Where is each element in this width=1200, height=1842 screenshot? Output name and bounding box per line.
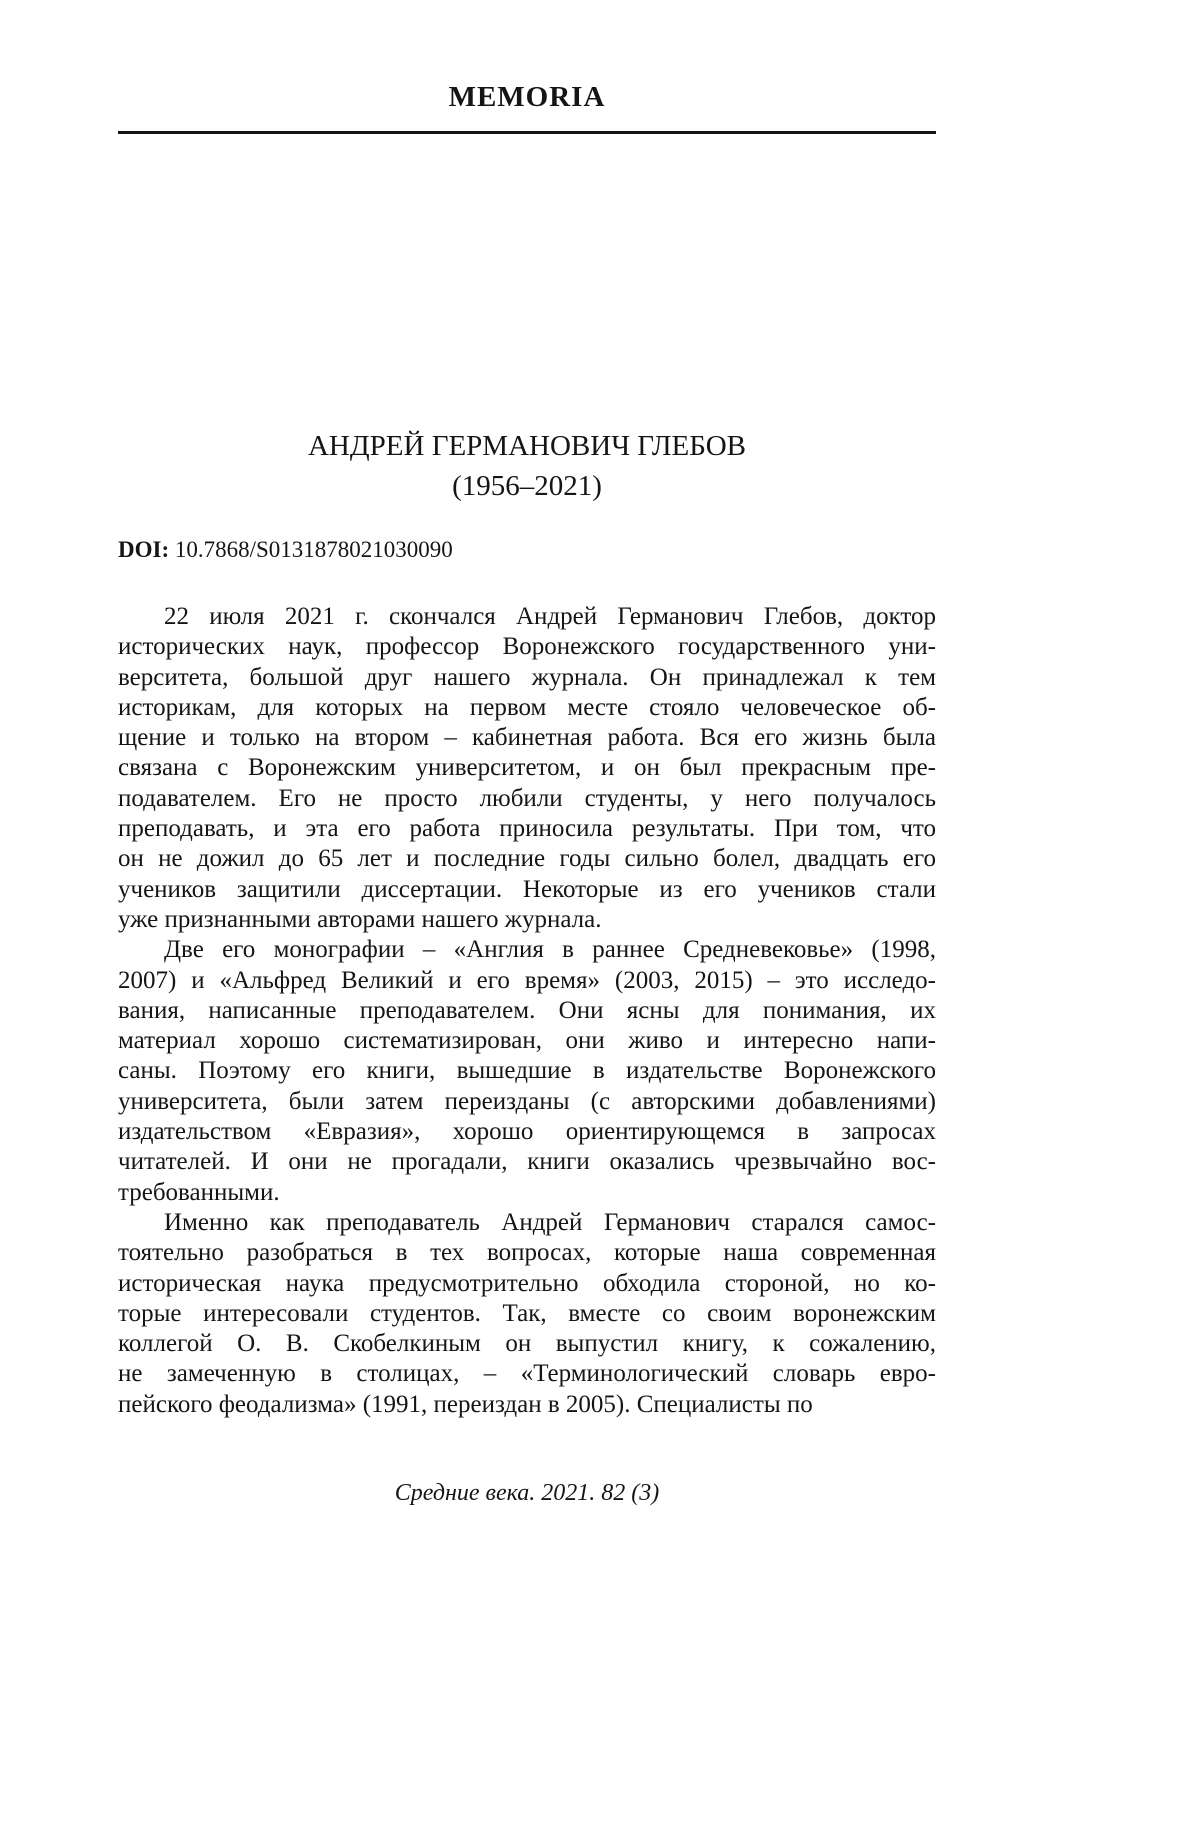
doi-label: DOI: (118, 537, 170, 562)
body-line: вания, написанные преподавателем. Они ясны для понимания, их (118, 996, 936, 1024)
body-line: Две его монографии – «Англия в раннее Средневековье» (1998, (164, 936, 936, 964)
body-line: исторических наук, профессор Воронежского государственного уни- (118, 633, 936, 661)
body-line: материал хорошо систематизирован, они живо и интересно напи- (118, 1027, 936, 1055)
section-header: MEMORIA (448, 81, 606, 113)
body-line: учеников защитили диссертации. Некоторые из его учеников стали (118, 875, 936, 903)
body-line: коллегой О. В. Скобелкиным он выпустил книгу, к сожалению, (118, 1330, 936, 1358)
header-rule (118, 131, 936, 134)
body-line: 22 июля 2021 г. скончался Андрей Германович Глебов, доктор (164, 603, 936, 630)
body-line: он не дожил до 65 лет и последние годы сильно болел, двадцать его (118, 845, 936, 873)
body-line: тоятельно разобраться в тех вопросах, которые наша современная (118, 1239, 936, 1267)
doi-line (118, 536, 936, 564)
body-line: требованными. (118, 1178, 280, 1206)
body-line: связана с Воронежским университетом, и он был прекрасным пре- (118, 754, 936, 782)
body-line: преподавать, и эта его работа приносила результаты. При том, что (118, 815, 936, 843)
body-line: историкам, для которых на первом месте стояло человеческое об- (118, 693, 936, 721)
page-content (118, 0, 936, 1508)
body-line: уже признанными авторами нашего журнала. (118, 905, 602, 933)
body-line: пейского феодализма» (1991, переиздан в 2005). Специалисты по (118, 1390, 813, 1418)
body-line: саны. Поэтому его книги, вышедшие в издательстве Воронежского (118, 1057, 936, 1085)
body-line: подавателем. Его не просто любили студенты, у него получалось (118, 784, 936, 812)
article-title: АНДРЕЙ ГЕРМАНОВИЧ ГЛЕБОВ (307, 430, 747, 462)
paragraph (118, 602, 936, 935)
paragraph (118, 1208, 936, 1420)
body-line: Именно как преподаватель Андрей Германович старался самос- (164, 1208, 936, 1236)
title-block (118, 426, 936, 506)
article-body (118, 602, 936, 1420)
page-header (118, 80, 936, 134)
body-line: не замеченную в столицах, – «Терминологический словарь евро- (118, 1360, 936, 1388)
paragraph (118, 935, 936, 1208)
article-years: (1956–2021) (452, 470, 602, 502)
body-line: издательством «Евразия», хорошо ориентирующемся в запросах (118, 1118, 936, 1146)
body-line: историческая наука предусмотрительно обходила стороной, но ко- (118, 1269, 936, 1297)
page-footer: Средние века. 2021. 82 (3) (394, 1480, 660, 1507)
body-line: торые интересовали студентов. Так, вместе со своим воронежским (118, 1299, 936, 1327)
body-line: верситета, большой друг нашего журнала. Он принадлежал к тем (118, 663, 936, 691)
body-line: университета, были затем переизданы (с авторскими добавлениями) (118, 1087, 936, 1115)
body-line: 2007) и «Альфред Великий и его время» (2003, 2015) – это исследо- (118, 966, 936, 994)
doi-value: 10.7868/S0131878021030090 (174, 537, 453, 562)
body-line: читателей. И они не прогадали, книги оказались чрезвычайно вос- (118, 1148, 936, 1176)
body-line: щение и только на втором – кабинетная работа. Вся его жизнь была (118, 724, 936, 752)
